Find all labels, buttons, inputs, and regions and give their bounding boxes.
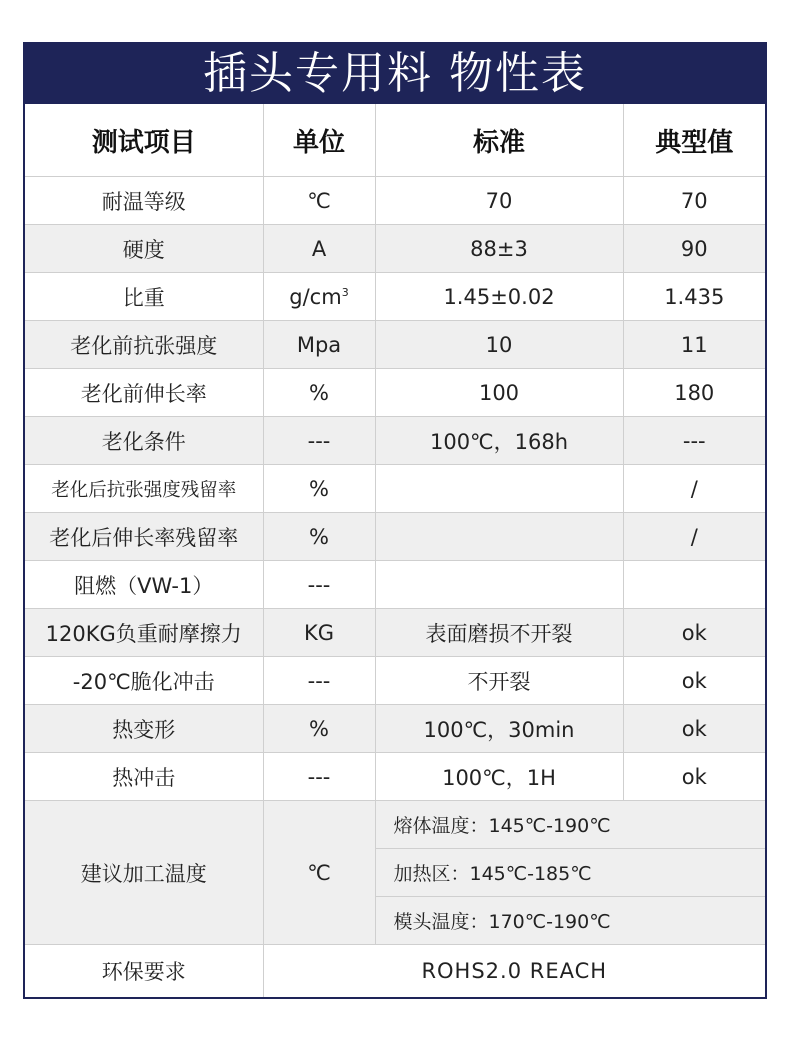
table-row [25,369,765,417]
processing-row [25,801,765,849]
row-standard: 100 [375,369,623,417]
table-row [25,561,765,609]
row-typical [623,561,765,609]
table-row [25,417,765,465]
properties-table [25,104,765,997]
row-typical: ok [623,753,765,801]
row-unit: A [263,225,375,273]
row-item: 阻燃（VW-1） [25,561,263,609]
row-unit: % [263,465,375,513]
row-unit: KG [263,609,375,657]
row-standard: 不开裂 [375,657,623,705]
row-item: 热变形 [25,705,263,753]
table-row [25,465,765,513]
row-standard [375,513,623,561]
processing-unit: ℃ [263,801,375,945]
processing-heating-zone: 加热区：145℃-185℃ [375,849,765,897]
row-standard [375,561,623,609]
row-item: 120KG负重耐摩擦力 [25,609,263,657]
page-title: 插头专用料 物性表 [25,44,765,104]
header-typical: 典型值 [623,104,765,177]
row-unit: % [263,513,375,561]
unit-text: g/cm [289,284,342,309]
row-item: 老化后伸长率残留率 [25,513,263,561]
environment-value: ROHS2.0 REACH [263,945,765,998]
row-item: 比重 [25,273,263,321]
row-standard: 100℃，168h [375,417,623,465]
row-unit [263,273,375,321]
row-typical: / [623,465,765,513]
row-item: 老化前抗张强度 [25,321,263,369]
header-unit: 单位 [263,104,375,177]
row-typical: ok [623,705,765,753]
row-typical: 90 [623,225,765,273]
table-row [25,225,765,273]
table-row [25,273,765,321]
table-row [25,753,765,801]
environment-row [25,945,765,998]
row-standard: 70 [375,177,623,225]
row-typical: ok [623,657,765,705]
row-standard: 100℃，30min [375,705,623,753]
row-typical: 180 [623,369,765,417]
row-standard: 10 [375,321,623,369]
spec-sheet [23,42,767,999]
table-row [25,609,765,657]
processing-die-temp: 模头温度：170℃-190℃ [375,897,765,945]
table-row [25,705,765,753]
table-row [25,177,765,225]
unit-superscript: 3 [341,285,349,299]
row-standard: 1.45±0.02 [375,273,623,321]
row-standard: 100℃，1H [375,753,623,801]
row-typical: ok [623,609,765,657]
header-item: 测试项目 [25,104,263,177]
row-unit: % [263,369,375,417]
row-unit: ℃ [263,177,375,225]
row-unit: % [263,705,375,753]
row-item: -20℃脆化冲击 [25,657,263,705]
table-header-row [25,104,765,177]
table-row [25,321,765,369]
row-standard [375,465,623,513]
row-item: 老化前伸长率 [25,369,263,417]
row-typical: 70 [623,177,765,225]
header-standard: 标准 [375,104,623,177]
table-row [25,513,765,561]
row-typical: 1.435 [623,273,765,321]
row-typical: --- [623,417,765,465]
row-unit: --- [263,417,375,465]
row-unit: --- [263,561,375,609]
row-unit: Mpa [263,321,375,369]
environment-item: 环保要求 [25,945,263,998]
row-item: 老化条件 [25,417,263,465]
row-item: 耐温等级 [25,177,263,225]
row-item: 热冲击 [25,753,263,801]
row-unit: --- [263,753,375,801]
row-standard: 88±3 [375,225,623,273]
row-standard: 表面磨损不开裂 [375,609,623,657]
processing-melt-temp: 熔体温度：145℃-190℃ [375,801,765,849]
row-typical: / [623,513,765,561]
row-unit: --- [263,657,375,705]
processing-item: 建议加工温度 [25,801,263,945]
table-row [25,657,765,705]
row-item: 硬度 [25,225,263,273]
row-typical: 11 [623,321,765,369]
row-item: 老化后抗张强度残留率 [25,465,263,513]
